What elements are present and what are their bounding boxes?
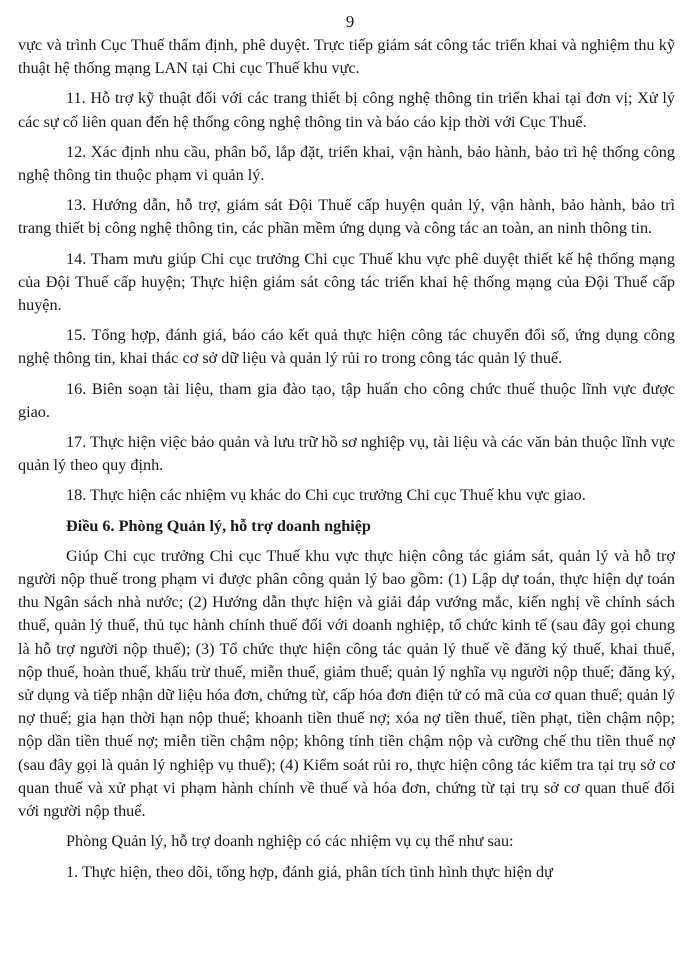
paragraph-item-16: 16. Biên soạn tài liệu, tham gia đào tạo, tập huấn cho công chức thuế thuộc lĩnh vực được giao. [18, 379, 675, 421]
paragraph-item-11: 11. Hỗ trợ kỹ thuật đối với các trang thiết bị công nghệ thông tin triển khai tại đơn vị; Xử lý các sự cố liên quan đến hệ thống công nghệ thông tin và báo cáo kịp thời với Cục Thuế. [18, 89, 675, 131]
paragraph-tasks-lead: Phòng Quản lý, hỗ trợ doanh nghiệp có các nhiệm vụ cụ thể như sau: [66, 832, 514, 851]
paragraph-continuation: vực và trình Cục Thuế thẩm định, phê duyệt. Trực tiếp giám sát công tác triển khai và nghiệm thu kỹ thuật hệ thống mạng LAN tại Chi cục Thuế khu vực. [18, 36, 675, 78]
paragraph-task-1: 1. Thực hiện, theo dõi, tổng hợp, đánh giá, phân tích tình hình thực hiện dự [66, 862, 553, 881]
paragraph-item-12: 12. Xác định nhu cầu, phân bổ, lắp đặt, triển khai, vận hành, bảo hành, bảo trì hệ thống công nghệ thông tin thuộc phạm vi quản lý. [18, 142, 675, 185]
paragraph-article-intro: Giúp Chi cục trưởng Chi cục Thuế khu vực thực hiện công tác giám sát, quản lý và hỗ trợ người nộp thuế trong phạm vi được phân công quản lý bao gồm: (1) Lập dự toán, thực hiện dự toán thu Ngân sách nhà nước; (2) Hướng dẫn thực hiện và giải đáp vướng mắc, kiến nghị về chính sách thuế, quản lý thuế, thủ tục hành chính thuế đối với doanh nghiệp, tổ chức kinh tế (sau đây gọi chung là hỗ trợ người nộp thuế); (3) Tổ chức thực hiện công tác quản lý thuế về đăng ký thuế, khai thuế, nộp thuế, hoàn thuế, khấu trừ thuế, miễn thuế, giảm thuế; quản lý nghĩa vụ người nộp thuế; đăng ký, sử dụng và tiếp nhận dữ liệu hóa đơn, chứng từ, cấp hóa đơn điện tử có mã của cơ quan thuế; quản lý nợ thuế; gia hạn thời hạn nộp thuế; khoanh tiền thuế nợ; xóa nợ tiền thuế, tiền phạt, tiền chậm nộp; nộp dần tiền thuế nợ; miễn tiền chậm nộp; không tính tiền chậm nộp và cưỡng chế thu tiền thuế nợ (sau đây gọi là quản lý nghiệp vụ thuế); (4) Kiểm soát rủi ro, thực hiện công tác kiểm tra tại trụ sở cơ quan thuế và xử phạt vi phạm hành chính về thuế và hóa đơn, chứng từ tại trụ sở cơ quan thuế đối với người nộp thuế. [18, 546, 675, 821]
paragraph-item-18: 18. Thực hiện các nhiệm vụ khác do Chi cục trưởng Chi cục Thuế khu vực giao. [66, 486, 586, 505]
paragraph-item-14: 14. Tham mưu giúp Chi cục trưởng Chi cục Thuế khu vực phê duyệt thiết kế hệ thống mạng của Đội Thuế cấp huyện; Thực hiện giám sát công tác triển khai hệ thống mạng của Đội Thuế cấp huyện. [18, 249, 675, 315]
article-heading: Điều 6. Phòng Quản lý, hỗ trợ doanh nghiệp [66, 516, 371, 535]
paragraph-item-13: 13. Hướng dẫn, hỗ trợ, giám sát Đội Thuế cấp huyện quản lý, vận hành, bảo hành, bảo trì trang thiết bị công nghệ thông tin, các phần mềm ứng dụng và công tác an toàn, an ninh thông tin. [18, 196, 675, 238]
document-body [18, 34, 675, 891]
paragraph-item-17: 17. Thực hiện việc bảo quản và lưu trữ hồ sơ nghiệp vụ, tài liệu và các văn bản thuộc lĩnh vực quản lý theo quy định. [18, 433, 675, 475]
paragraph-item-15: 15. Tổng hợp, đánh giá, báo cáo kết quả thực hiện công tác chuyển đổi số, ứng dụng công nghệ thông tin, khai thác cơ sở dữ liệu và quản lý rủi ro trong công tác quản lý thuế. [18, 326, 675, 368]
page-number: 9 [345, 12, 355, 31]
